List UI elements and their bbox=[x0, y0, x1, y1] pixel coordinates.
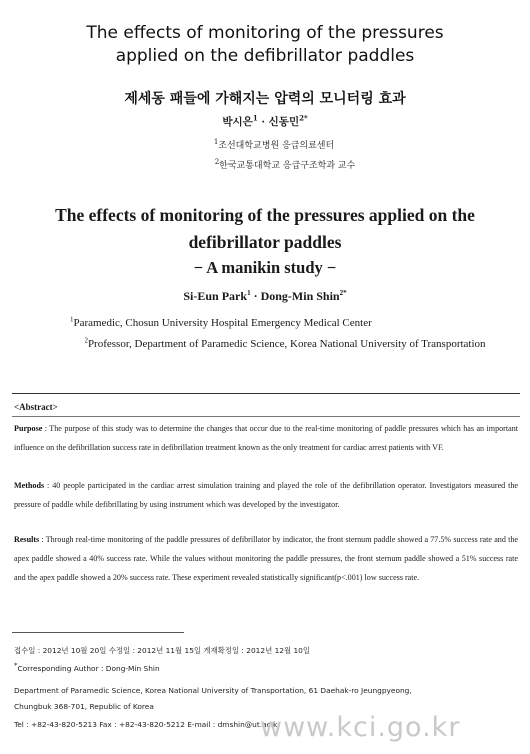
abstract-top-rule bbox=[12, 393, 520, 394]
running-title-line-2: applied on the defibrillator paddles bbox=[115, 46, 415, 66]
korean-affiliation-1-text: 조선대학교병원 응급의료센터 bbox=[218, 141, 335, 151]
english-title-line-2: defibrillator paddles bbox=[188, 232, 342, 252]
english-affiliation-1-text: Paramedic, Chosun University Hospital Emergency Medical Center bbox=[73, 317, 372, 329]
korean-affiliation-2 bbox=[0, 158, 530, 171]
abstract-heading-rule bbox=[12, 416, 520, 417]
abstract-purpose-label: Purpose bbox=[14, 424, 43, 433]
footnote-contact: Tel : +82-43-820-5213 Fax : +82-43-820-5212 E-mail : dmshin@ut.ac.kr bbox=[14, 720, 281, 729]
abstract-methods-text: : 40 people participated in the cardiac arrest simulation training and played the role of the defibrillation operator. Investigators measured the pressure of paddle while defibrillating by using instrument which was developed by the investigator. bbox=[14, 481, 518, 509]
english-author-1: Si-Eun Park bbox=[183, 289, 248, 303]
english-affiliation-1 bbox=[70, 313, 510, 334]
abstract-purpose bbox=[14, 419, 518, 457]
english-subtitle: − A manikin study − bbox=[193, 258, 337, 277]
abstract-methods bbox=[14, 476, 518, 514]
footnote-rule bbox=[12, 632, 184, 633]
footnote-corresponding bbox=[14, 661, 522, 676]
korean-affiliation-1-sup: 1 bbox=[213, 138, 219, 146]
running-title-line-1: The effects of monitoring of the pressures bbox=[86, 23, 444, 43]
footnote-dates: 접수일 : 2012년 10월 20일 수정일 : 2012년 11월 15일 게재확정일 : 2012년 12월 10일 bbox=[14, 646, 311, 655]
english-author-separator: · bbox=[250, 289, 261, 303]
footnote-corresponding-text: Corresponding Author : Dong-Min Shin bbox=[17, 664, 160, 673]
running-title bbox=[0, 22, 530, 68]
english-author-2: Dong-Min Shin bbox=[260, 289, 340, 303]
korean-author-2-sup: 2* bbox=[299, 113, 308, 123]
korean-author-2: 신동민 bbox=[268, 116, 300, 128]
abstract-results-text: : Through real-time monitoring of the paddle pressures of defibrillator by indicator, the front sternum paddle showed a 77.5% success rate and the apex paddle showed a 40% success rate. While the values without monitoring the paddle pressures, the front sternum paddle showed a 51% success rate and the apex paddle showed a 20% success rate. These experiment revealed statistically significant(p<.001) low success rate. bbox=[14, 535, 518, 582]
english-author-2-sup: 2* bbox=[339, 289, 347, 297]
abstract-results bbox=[14, 530, 518, 587]
korean-authors bbox=[0, 114, 530, 129]
english-affiliation-1-sup: 1 bbox=[70, 315, 74, 324]
korean-author-separator: · bbox=[261, 116, 269, 128]
english-author-1-sup: 1 bbox=[247, 289, 251, 297]
korean-affiliation-2-sup: 2 bbox=[214, 158, 220, 166]
english-affiliation-2-text: Professor, Department of Paramedic Science, Korea National University of Transportation bbox=[87, 338, 486, 350]
korean-title: 제세동 패들에 가해지는 압력의 모니터링 효과 bbox=[124, 91, 406, 107]
korean-affiliation-1 bbox=[0, 138, 530, 151]
footnote-corresponding-sup: * bbox=[14, 661, 18, 670]
footnote-address-1: Department of Paramedic Science, Korea National University of Transportation, 61 Daehak-ro Jeungpyeong, bbox=[14, 686, 412, 695]
abstract-results-label: Results bbox=[14, 535, 40, 544]
watermark: www.kci.go.kr bbox=[260, 712, 461, 743]
english-title-line-1: The effects of monitoring of the pressures applied on the bbox=[55, 205, 475, 225]
korean-author-1: 박시은 bbox=[222, 116, 253, 128]
abstract-purpose-text: : The purpose of this study was to determine the changes that occur due to the real-time monitoring of paddle pressures which has an important influence on the defibrillation success rate in defibrillation treatment known as the only treatment for cardiac arrest patients with VF. bbox=[14, 424, 518, 452]
korean-affiliation-2-text: 한국교통대학교 응급구조학과 교수 bbox=[219, 161, 356, 171]
abstract-heading: <Abstract> bbox=[14, 402, 58, 412]
english-title bbox=[10, 202, 520, 256]
english-affiliation-2 bbox=[50, 334, 520, 355]
english-affiliation-2-sup: 2 bbox=[84, 336, 88, 345]
footnote-address-2: Chungbuk 368-701, Republic of Korea bbox=[14, 702, 154, 711]
abstract-methods-label: Methods bbox=[14, 481, 45, 490]
korean-author-1-sup: 1 bbox=[252, 113, 258, 123]
english-authors bbox=[0, 289, 530, 304]
